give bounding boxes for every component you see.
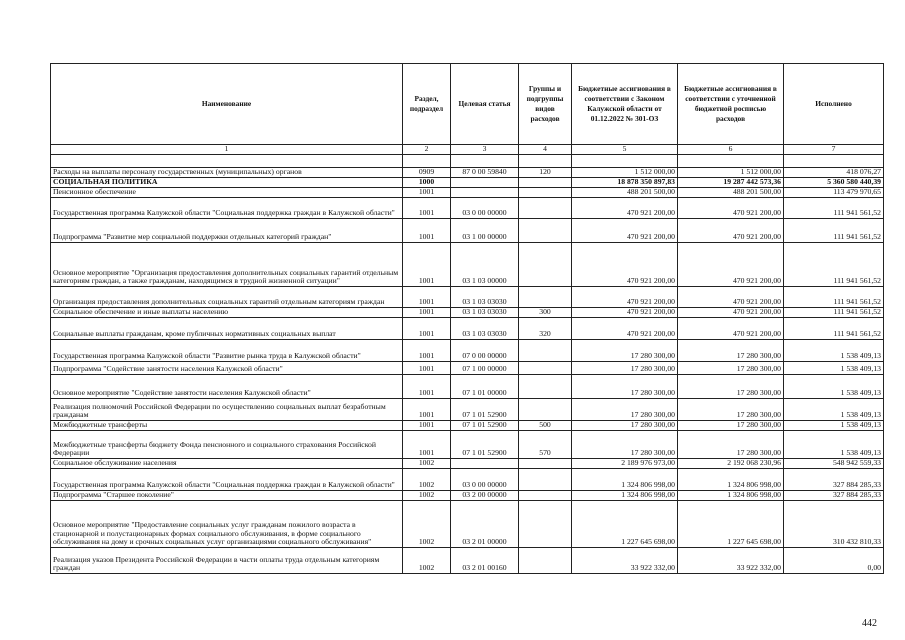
- row-section: 1002: [403, 548, 451, 574]
- row-executed: 113 479 970,65: [784, 188, 884, 198]
- row-executed: 5 360 580 440,39: [784, 178, 884, 188]
- row-name: Реализация указов Президента Российской Федерации в части оплаты труда отдельным категориям граждан: [51, 548, 403, 574]
- row-executed: 111 941 561,52: [784, 243, 884, 287]
- table-row: [51, 375, 884, 399]
- row-article: 03 2 00 00000: [451, 491, 519, 501]
- row-roster-allocation: 470 921 200,00: [678, 198, 784, 219]
- row-article: 87 0 00 59840: [451, 168, 519, 178]
- row-article: 03 1 03 00000: [451, 243, 519, 287]
- row-executed: 1 538 409,13: [784, 375, 884, 399]
- table-row: [51, 318, 884, 340]
- row-article: 03 1 03 03030: [451, 287, 519, 308]
- row-section: 1001: [403, 421, 451, 431]
- row-group: [519, 501, 572, 548]
- column-number: 5: [572, 145, 678, 155]
- table-row: [51, 431, 884, 459]
- row-law-allocation: 17 280 300,00: [572, 399, 678, 421]
- row-section: 1002: [403, 459, 451, 469]
- row-group: [519, 548, 572, 574]
- row-roster-allocation: 1 324 806 998,00: [678, 469, 784, 491]
- table-row: [51, 469, 884, 491]
- row-law-allocation: 470 921 200,00: [572, 287, 678, 308]
- row-name: Государственная программа Калужской области "Развитие рынка труда в Калужской области": [51, 340, 403, 362]
- table-row: [51, 340, 884, 362]
- header-group: Группы и подгруппы видов расходов: [519, 64, 572, 145]
- table-row: [51, 198, 884, 219]
- row-roster-allocation: 17 280 300,00: [678, 375, 784, 399]
- row-law-allocation: 2 189 976 973,00: [572, 459, 678, 469]
- row-group: [519, 243, 572, 287]
- row-group: 120: [519, 168, 572, 178]
- column-number: 7: [784, 145, 884, 155]
- table-row: [51, 548, 884, 574]
- row-executed: 1 538 409,13: [784, 431, 884, 459]
- row-group: 320: [519, 318, 572, 340]
- row-roster-allocation: 17 280 300,00: [678, 421, 784, 431]
- row-section: 1001: [403, 198, 451, 219]
- header-row: [51, 64, 884, 145]
- table-row: [51, 308, 884, 318]
- row-section: 1002: [403, 469, 451, 491]
- row-executed: 1 538 409,13: [784, 399, 884, 421]
- table-row: [51, 459, 884, 469]
- row-article: 03 1 03 03030: [451, 318, 519, 340]
- row-group: 500: [519, 421, 572, 431]
- row-roster-allocation: 17 280 300,00: [678, 399, 784, 421]
- row-article: 07 1 01 00000: [451, 375, 519, 399]
- row-law-allocation: 1 512 000,00: [572, 168, 678, 178]
- row-law-allocation: 17 280 300,00: [572, 375, 678, 399]
- row-law-allocation: 17 280 300,00: [572, 421, 678, 431]
- row-executed: 1 538 409,13: [784, 362, 884, 375]
- table-row: [51, 287, 884, 308]
- row-group: [519, 219, 572, 243]
- row-name: Организация предоставления дополнительных социальных гарантий отдельным категориям граждан: [51, 287, 403, 308]
- row-law-allocation: 470 921 200,00: [572, 308, 678, 318]
- row-roster-allocation: 1 512 000,00: [678, 168, 784, 178]
- row-executed: 418 076,27: [784, 168, 884, 178]
- row-article: 03 0 00 00000: [451, 469, 519, 491]
- row-executed: 111 941 561,52: [784, 318, 884, 340]
- row-name: Социальное обеспечение и иные выплаты населению: [51, 308, 403, 318]
- row-name: Пенсионное обеспечение: [51, 188, 403, 198]
- row-article: 03 2 01 00000: [451, 501, 519, 548]
- row-section: 1001: [403, 318, 451, 340]
- spacer-row: [51, 155, 884, 168]
- row-executed: 327 884 285,33: [784, 491, 884, 501]
- row-roster-allocation: 470 921 200,00: [678, 318, 784, 340]
- row-executed: 1 538 409,13: [784, 340, 884, 362]
- row-group: [519, 198, 572, 219]
- row-group: [519, 469, 572, 491]
- row-law-allocation: 33 922 332,00: [572, 548, 678, 574]
- header-article: Целевая статья: [451, 64, 519, 145]
- row-name: Социальные выплаты гражданам, кроме публичных нормативных социальных выплат: [51, 318, 403, 340]
- row-article: 07 1 01 52900: [451, 421, 519, 431]
- row-section: 1000: [403, 178, 451, 188]
- row-roster-allocation: 19 287 442 573,36: [678, 178, 784, 188]
- row-executed: 111 941 561,52: [784, 219, 884, 243]
- row-article: 07 1 01 52900: [451, 399, 519, 421]
- row-section: 1001: [403, 375, 451, 399]
- row-roster-allocation: 17 280 300,00: [678, 340, 784, 362]
- row-article: 03 1 03 03030: [451, 308, 519, 318]
- row-name: Подпрограмма "Старшее поколение": [51, 491, 403, 501]
- row-section: 1001: [403, 243, 451, 287]
- row-executed: 327 884 285,33: [784, 469, 884, 491]
- row-roster-allocation: 470 921 200,00: [678, 287, 784, 308]
- row-roster-allocation: 470 921 200,00: [678, 308, 784, 318]
- row-section: 0909: [403, 168, 451, 178]
- row-article: 03 1 00 00000: [451, 219, 519, 243]
- header-name: Наименование: [51, 64, 403, 145]
- row-name: Государственная программа Калужской области "Социальная поддержка граждан в Калужской области": [51, 198, 403, 219]
- row-law-allocation: 470 921 200,00: [572, 219, 678, 243]
- row-roster-allocation: 470 921 200,00: [678, 219, 784, 243]
- row-group: [519, 459, 572, 469]
- row-article: [451, 188, 519, 198]
- row-section: 1001: [403, 287, 451, 308]
- header-section: Раздел, подраздел: [403, 64, 451, 145]
- row-law-allocation: 17 280 300,00: [572, 340, 678, 362]
- row-executed: 111 941 561,52: [784, 308, 884, 318]
- row-name: Межбюджетные трансферты бюджету Фонда пенсионного и социального страхования Российской Федерации: [51, 431, 403, 459]
- column-number: 2: [403, 145, 451, 155]
- row-section: 1002: [403, 491, 451, 501]
- row-section: 1001: [403, 362, 451, 375]
- table-row: [51, 188, 884, 198]
- table-row: [51, 219, 884, 243]
- row-executed: 111 941 561,52: [784, 198, 884, 219]
- row-roster-allocation: 470 921 200,00: [678, 243, 784, 287]
- row-article: [451, 459, 519, 469]
- row-group: [519, 362, 572, 375]
- row-roster-allocation: 1 227 645 698,00: [678, 501, 784, 548]
- row-section: 1001: [403, 219, 451, 243]
- row-law-allocation: 1 227 645 698,00: [572, 501, 678, 548]
- row-section: 1001: [403, 431, 451, 459]
- row-group: [519, 491, 572, 501]
- row-name: Основное мероприятие "Предоставление социальных услуг гражданам пожилого возраста в стационарной и полустационарных формах социального обслуживания, в форме социального обслуживания на дому и срочных социальных услуг организациями социального обслуживания": [51, 501, 403, 548]
- page-number: 442: [862, 618, 877, 629]
- header-executed: Исполнено: [784, 64, 884, 145]
- row-article: 03 0 00 00000: [451, 198, 519, 219]
- row-name: СОЦИАЛЬНАЯ ПОЛИТИКА: [51, 178, 403, 188]
- row-article: [451, 178, 519, 188]
- row-law-allocation: 470 921 200,00: [572, 198, 678, 219]
- column-number: 6: [678, 145, 784, 155]
- row-group: [519, 399, 572, 421]
- row-section: 1001: [403, 340, 451, 362]
- column-number-row: [51, 145, 884, 155]
- row-law-allocation: 17 280 300,00: [572, 431, 678, 459]
- table-row: [51, 399, 884, 421]
- row-name: Расходы на выплаты персоналу государственных (муниципальных) органов: [51, 168, 403, 178]
- column-number: 4: [519, 145, 572, 155]
- table-row: [51, 168, 884, 178]
- row-group: [519, 287, 572, 308]
- row-executed: 111 941 561,52: [784, 287, 884, 308]
- row-roster-allocation: 488 201 500,00: [678, 188, 784, 198]
- table-row: [51, 491, 884, 501]
- row-executed: 310 432 810,33: [784, 501, 884, 548]
- row-law-allocation: 17 280 300,00: [572, 362, 678, 375]
- row-group: [519, 178, 572, 188]
- row-section: 1001: [403, 188, 451, 198]
- row-executed: 0,00: [784, 548, 884, 574]
- row-law-allocation: 1 324 806 998,00: [572, 469, 678, 491]
- header-roster-allocations: Бюджетные ассигнования в соответствии с уточненной бюджетной росписью расходов: [678, 64, 784, 145]
- row-article: 03 2 01 00160: [451, 548, 519, 574]
- row-section: 1001: [403, 308, 451, 318]
- row-roster-allocation: 1 324 806 998,00: [678, 491, 784, 501]
- row-roster-allocation: 2 192 068 230,96: [678, 459, 784, 469]
- row-article: 07 1 01 52900: [451, 431, 519, 459]
- row-law-allocation: 470 921 200,00: [572, 243, 678, 287]
- table-row: [51, 178, 884, 188]
- row-group: 570: [519, 431, 572, 459]
- row-name: Подпрограмма "Содействие занятости населения Калужской области": [51, 362, 403, 375]
- row-name: Основное мероприятие "Организация предоставления дополнительных социальных гарантий отдельным категориям граждан, а также гражданам, находящимся в трудной жизненной ситуации": [51, 243, 403, 287]
- row-executed: 548 942 559,33: [784, 459, 884, 469]
- table-row: [51, 362, 884, 375]
- row-name: Основное мероприятие "Содействие занятости населения Калужской области": [51, 375, 403, 399]
- row-executed: 1 538 409,13: [784, 421, 884, 431]
- row-section: 1001: [403, 399, 451, 421]
- budget-execution-table: [50, 63, 884, 574]
- row-group: 300: [519, 308, 572, 318]
- row-name: Социальное обслуживание населения: [51, 459, 403, 469]
- row-law-allocation: 18 878 350 897,83: [572, 178, 678, 188]
- header-law-allocations: Бюджетные ассигнования в соответствии с Законом Калужской области от 01.12.2022 № 301-ОЗ: [572, 64, 678, 145]
- table-row: [51, 243, 884, 287]
- row-section: 1002: [403, 501, 451, 548]
- row-roster-allocation: 17 280 300,00: [678, 431, 784, 459]
- row-law-allocation: 470 921 200,00: [572, 318, 678, 340]
- row-name: Подпрограмма "Развитие мер социальной поддержки отдельных категорий граждан": [51, 219, 403, 243]
- column-number: 1: [51, 145, 403, 155]
- row-article: 07 1 00 00000: [451, 362, 519, 375]
- row-name: Государственная программа Калужской области "Социальная поддержка граждан в Калужской области": [51, 469, 403, 491]
- row-name: Реализация полномочий Российской Федерации по осуществлению социальных выплат безработным гражданам: [51, 399, 403, 421]
- table-row: [51, 421, 884, 431]
- row-group: [519, 188, 572, 198]
- row-law-allocation: 488 201 500,00: [572, 188, 678, 198]
- row-group: [519, 340, 572, 362]
- table-body: [51, 168, 884, 574]
- row-article: 07 0 00 00000: [451, 340, 519, 362]
- row-law-allocation: 1 324 806 998,00: [572, 491, 678, 501]
- column-number: 3: [451, 145, 519, 155]
- row-roster-allocation: 33 922 332,00: [678, 548, 784, 574]
- row-group: [519, 375, 572, 399]
- table-row: [51, 501, 884, 548]
- row-name: Межбюджетные трансферты: [51, 421, 403, 431]
- row-roster-allocation: 17 280 300,00: [678, 362, 784, 375]
